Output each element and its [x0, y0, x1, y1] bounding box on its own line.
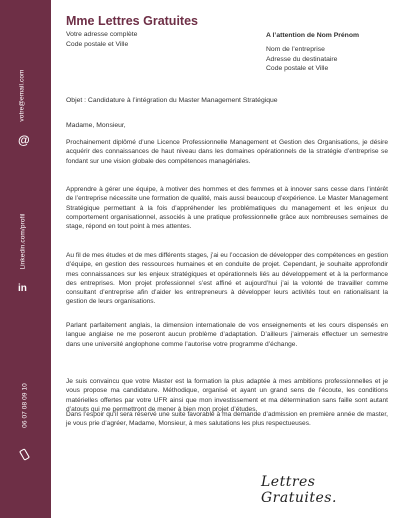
letter-greeting: Madame, Monsieur,: [66, 122, 126, 129]
linkedin-icon: in: [18, 283, 27, 294]
letter-content: [66, 0, 388, 518]
letter-paragraph: Parlant parfaitement anglais, la dimension internationale de vos enseignements et les cours dispensés en langue anglaise ne me poseront aucun problème d’adaptation. D’ailleurs j’aimerais effectuer un semestre dans une université anglophone comme l’autorise votre programme d’échange.: [66, 322, 388, 348]
letter-paragraph: Prochainement diplômé d’une Licence Professionnelle Management et Gestion des Organisations, je désire acquérir des connaissances de haut niveau dans les domaines opérationnels de la stratégie d’entreprise se fondant sur une vision globale des compétences managériales.: [66, 139, 388, 165]
signature: Lettres Gratuites.: [261, 474, 337, 506]
letter-paragraph: Au fil de mes études et de mes différents stages, j’ai eu l’occasion de développer des compétences en gestion d’équipe, en gestion des ressources humaines et en conduite de projet. Cependant, je souhaite approfondir mes connaissances sur les enjeux stratégiques et opérationnels liés au développement et à la performance des entreprises. Mon projet professionnel s’est affiné et aujourd’hui j’ai la volonté de travailler comme consultant d’entreprise afin d’aider les entrepreneurs à développer leurs activités tout en rationalisant la gestion de leurs organisations.: [66, 252, 388, 306]
letter-paragraph: Apprendre à gérer une équipe, à motiver des hommes et des femmes et à innover sans cesse dans l’intérêt de l’entreprise nécessite une formation de qualité, mais aussi beaucoup d’expérience. Le Master Management Stratégique permettant à la fois d’appréhender les problématiques du management et les enjeux du comportement organisationnel, associés à une pratique professionnelle grâce aux nombreuses semaines de stage, répond en tout point à mes attentes.: [66, 186, 388, 231]
at-icon: @: [18, 133, 30, 147]
sidebar-phone: 06 07 08 09 10: [21, 383, 29, 428]
recipient-address: [266, 45, 337, 74]
recipient-title: A l’attention de Nom Prénom: [266, 32, 360, 39]
recipient-city-line: Code postale et Ville: [266, 65, 329, 72]
sender-name: Mme Lettres Gratuites: [66, 14, 198, 28]
letter-subject: Objet : Candidature à l’intégration du Master Management Stratégique: [66, 97, 278, 104]
letter-paragraph: Je suis convaincu que votre Master est la formation la plus adaptée à mes ambitions professionnelles et je vous propose ma candidature. Méthodique, organisé et ayant un grand sens de l’écoute, les conditions matérielles offertes par votre UFR ainsi que mon investissement et ma détermination sans faille sont autant d’atouts qui me permettront de mener à bien mon projet d’études.: [66, 378, 388, 413]
phone-icon: [18, 448, 31, 461]
letter-paragraph: Dans l’espoir qu’il sera réservé une suite favorable à ma demande d’admission en première année de master, je vous prie d’agréer, Madame, Monsieur, à mes salutations les plus respectueuses.: [66, 411, 388, 428]
sidebar-email[interactable]: votre@email.com: [18, 69, 26, 122]
recipient-company-line: Nom de l’entreprise: [266, 46, 325, 53]
sidebar-linkedin[interactable]: Linkedin.com/profil: [19, 213, 27, 270]
recipient-address-line: Adresse du destinataire: [266, 55, 338, 63]
sidebar: [0, 0, 51, 518]
sender-city-line: Code postale et Ville: [66, 40, 129, 48]
sender-address: [66, 30, 137, 49]
sender-address-line: Votre adresse complète: [66, 31, 138, 38]
